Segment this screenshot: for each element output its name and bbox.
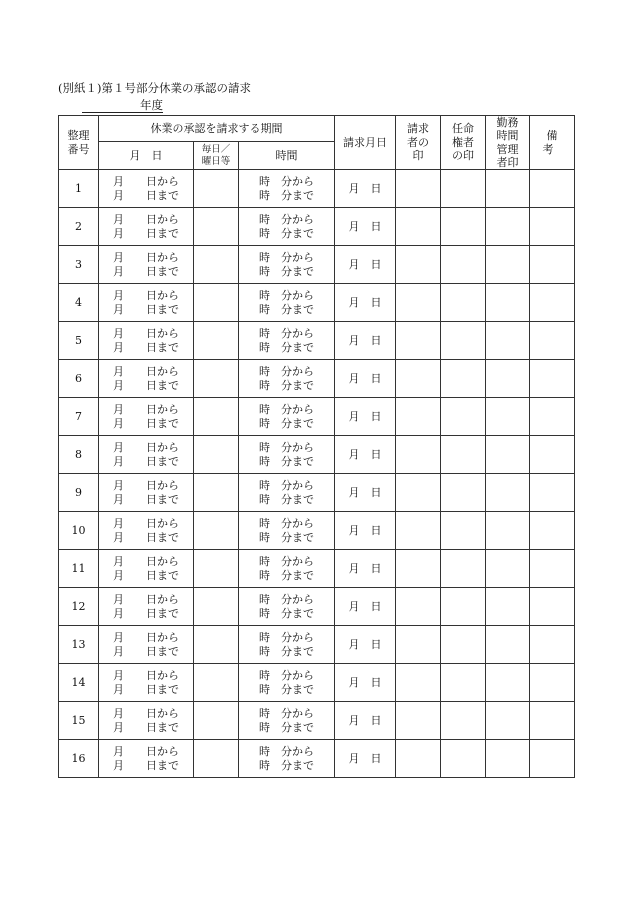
- time-range-cell[interactable]: [239, 588, 335, 626]
- date-range-cell[interactable]: [99, 208, 194, 246]
- request-date-text: 月 日: [348, 523, 382, 537]
- request-date-cell[interactable]: [335, 474, 396, 512]
- time-manager-seal-cell[interactable]: [486, 664, 530, 702]
- time-to-text: 時 分まで: [259, 644, 314, 658]
- time-range-cell[interactable]: [239, 550, 335, 588]
- requester-seal-cell[interactable]: [396, 246, 441, 284]
- time-to-text: 時 分まで: [259, 682, 314, 696]
- date-from-text: 月 日から: [113, 174, 179, 188]
- date-range-cell[interactable]: [99, 474, 194, 512]
- time-manager-seal-cell[interactable]: [486, 702, 530, 740]
- time-manager-seal-cell[interactable]: [486, 512, 530, 550]
- row-number: 9: [59, 474, 99, 512]
- requester-seal-cell[interactable]: [396, 626, 441, 664]
- date-range-cell[interactable]: [99, 664, 194, 702]
- date-to-text: 月 日まで: [113, 530, 179, 544]
- time-from-text: 時 分から: [259, 630, 314, 644]
- time-from-text: 時 分から: [259, 744, 314, 758]
- appointer-seal-cell[interactable]: [441, 246, 486, 284]
- date-to-text: 月 日まで: [113, 454, 179, 468]
- table-row: [59, 626, 575, 664]
- remarks-cell[interactable]: [530, 550, 575, 588]
- weekday-cell[interactable]: [194, 740, 239, 778]
- request-date-cell[interactable]: [335, 322, 396, 360]
- time-from-text: 時 分から: [259, 212, 314, 226]
- time-to-text: 時 分まで: [259, 188, 314, 202]
- appointer-seal-cell[interactable]: [441, 664, 486, 702]
- appointer-seal-cell[interactable]: [441, 626, 486, 664]
- row-number: 16: [59, 740, 99, 778]
- requester-seal-cell[interactable]: [396, 550, 441, 588]
- time-range-cell[interactable]: [239, 626, 335, 664]
- remarks-cell[interactable]: [530, 740, 575, 778]
- appointer-seal-cell[interactable]: [441, 702, 486, 740]
- leave-request-table: [58, 115, 575, 778]
- time-manager-seal-cell[interactable]: [486, 626, 530, 664]
- time-manager-seal-cell[interactable]: [486, 740, 530, 778]
- time-from-text: 時 分から: [259, 592, 314, 606]
- row-number: 15: [59, 702, 99, 740]
- weekday-cell[interactable]: [194, 474, 239, 512]
- time-to-text: 時 分まで: [259, 720, 314, 734]
- time-from-text: 時 分から: [259, 174, 314, 188]
- date-to-text: 月 日まで: [113, 416, 179, 430]
- header-appointer-seal-line2: 権者: [452, 135, 475, 149]
- header-time-manager-seal-line4: 者印: [496, 155, 519, 169]
- remarks-cell[interactable]: [530, 474, 575, 512]
- date-range-cell[interactable]: [99, 740, 194, 778]
- request-date-text: 月 日: [348, 485, 382, 499]
- time-range-cell[interactable]: [239, 284, 335, 322]
- date-from-text: 月 日から: [113, 288, 179, 302]
- request-date-cell[interactable]: [335, 550, 396, 588]
- date-range-cell[interactable]: [99, 284, 194, 322]
- table-row: [59, 550, 575, 588]
- row-number: 8: [59, 436, 99, 474]
- date-from-text: 月 日から: [113, 630, 179, 644]
- row-number: 13: [59, 626, 99, 664]
- date-from-text: 月 日から: [113, 250, 179, 264]
- table-row: [59, 664, 575, 702]
- requester-seal-cell[interactable]: [396, 664, 441, 702]
- request-date-text: 月 日: [348, 295, 382, 309]
- request-date-text: 月 日: [348, 637, 382, 651]
- appointer-seal-cell[interactable]: [441, 360, 486, 398]
- date-to-text: 月 日まで: [113, 606, 179, 620]
- time-from-text: 時 分から: [259, 478, 314, 492]
- weekday-cell[interactable]: [194, 436, 239, 474]
- time-to-text: 時 分まで: [259, 416, 314, 430]
- appointer-seal-cell[interactable]: [441, 284, 486, 322]
- header-appointer-seal-line1: 任命: [452, 121, 475, 135]
- time-from-text: 時 分から: [259, 706, 314, 720]
- header-requester-seal-line3: 印: [412, 149, 424, 163]
- request-date-text: 月 日: [348, 675, 382, 689]
- date-range-cell[interactable]: [99, 360, 194, 398]
- time-range-cell[interactable]: [239, 474, 335, 512]
- time-from-text: 時 分から: [259, 554, 314, 568]
- request-date-cell[interactable]: [335, 284, 396, 322]
- time-manager-seal-cell[interactable]: [486, 246, 530, 284]
- request-date-cell[interactable]: [335, 512, 396, 550]
- header-weekday: [194, 142, 239, 170]
- row-number: 6: [59, 360, 99, 398]
- date-range-cell[interactable]: [99, 322, 194, 360]
- time-manager-seal-cell[interactable]: [486, 588, 530, 626]
- time-to-text: 時 分まで: [259, 530, 314, 544]
- row-number: 7: [59, 398, 99, 436]
- weekday-cell[interactable]: [194, 664, 239, 702]
- table-row: [59, 740, 575, 778]
- weekday-cell[interactable]: [194, 360, 239, 398]
- request-date-cell[interactable]: [335, 436, 396, 474]
- header-request-date: 請求月日: [335, 116, 396, 170]
- date-from-text: 月 日から: [113, 212, 179, 226]
- date-to-text: 月 日まで: [113, 264, 179, 278]
- time-range-cell[interactable]: [239, 664, 335, 702]
- time-manager-seal-cell[interactable]: [486, 398, 530, 436]
- time-range-cell[interactable]: [239, 740, 335, 778]
- date-from-text: 月 日から: [113, 744, 179, 758]
- table-row: [59, 398, 575, 436]
- row-number: 11: [59, 550, 99, 588]
- header-appointer-seal-line3: の印: [452, 149, 475, 163]
- weekday-cell[interactable]: [194, 588, 239, 626]
- request-date-text: 月 日: [348, 181, 382, 195]
- request-date-cell[interactable]: [335, 246, 396, 284]
- appointer-seal-cell[interactable]: [441, 398, 486, 436]
- remarks-cell[interactable]: [530, 626, 575, 664]
- requester-seal-cell[interactable]: [396, 740, 441, 778]
- header-remarks-text: 備 考: [542, 128, 566, 156]
- time-from-text: 時 分から: [259, 288, 314, 302]
- header-time-manager-seal-line1: 勤務: [496, 116, 519, 130]
- requester-seal-cell[interactable]: [396, 322, 441, 360]
- date-to-text: 月 日まで: [113, 568, 179, 582]
- time-from-text: 時 分から: [259, 668, 314, 682]
- header-weekday-line1: 毎日／: [201, 143, 231, 155]
- request-date-text: 月 日: [348, 713, 382, 727]
- request-date-cell[interactable]: [335, 398, 396, 436]
- date-range-cell[interactable]: [99, 588, 194, 626]
- time-to-text: 時 分まで: [259, 264, 314, 278]
- header-period-group: 休業の承認を請求する期間: [99, 116, 335, 142]
- weekday-cell[interactable]: [194, 246, 239, 284]
- time-range-cell[interactable]: [239, 436, 335, 474]
- requester-seal-cell[interactable]: [396, 360, 441, 398]
- header-requester-seal-line1: 請求: [407, 121, 430, 135]
- time-from-text: 時 分から: [259, 516, 314, 530]
- table-body: [59, 170, 575, 778]
- table-row: [59, 360, 575, 398]
- date-to-text: 月 日まで: [113, 644, 179, 658]
- remarks-cell[interactable]: [530, 436, 575, 474]
- date-from-text: 月 日から: [113, 516, 179, 530]
- request-date-text: 月 日: [348, 561, 382, 575]
- date-to-text: 月 日まで: [113, 340, 179, 354]
- date-to-text: 月 日まで: [113, 720, 179, 734]
- date-to-text: 月 日まで: [113, 682, 179, 696]
- time-to-text: 時 分まで: [259, 340, 314, 354]
- date-from-text: 月 日から: [113, 326, 179, 340]
- remarks-cell[interactable]: [530, 512, 575, 550]
- requester-seal-cell[interactable]: [396, 170, 441, 208]
- date-from-text: 月 日から: [113, 706, 179, 720]
- row-number: 14: [59, 664, 99, 702]
- time-manager-seal-cell[interactable]: [486, 322, 530, 360]
- time-to-text: 時 分まで: [259, 226, 314, 240]
- weekday-cell[interactable]: [194, 626, 239, 664]
- request-date-text: 月 日: [348, 219, 382, 233]
- time-to-text: 時 分まで: [259, 568, 314, 582]
- date-range-cell[interactable]: [99, 170, 194, 208]
- date-to-text: 月 日まで: [113, 492, 179, 506]
- remarks-cell[interactable]: [530, 208, 575, 246]
- time-range-cell[interactable]: [239, 246, 335, 284]
- time-manager-seal-cell[interactable]: [486, 550, 530, 588]
- remarks-cell[interactable]: [530, 170, 575, 208]
- appointer-seal-cell[interactable]: [441, 512, 486, 550]
- table-row: [59, 702, 575, 740]
- table-row: [59, 246, 575, 284]
- requester-seal-cell[interactable]: [396, 284, 441, 322]
- time-to-text: 時 分まで: [259, 758, 314, 772]
- table-row: [59, 474, 575, 512]
- time-from-text: 時 分から: [259, 364, 314, 378]
- request-date-cell[interactable]: [335, 664, 396, 702]
- request-date-text: 月 日: [348, 751, 382, 765]
- header-time-manager-seal-line3: 管理: [496, 142, 519, 156]
- table-row: [59, 208, 575, 246]
- date-range-cell[interactable]: [99, 626, 194, 664]
- table-row: [59, 436, 575, 474]
- time-to-text: 時 分まで: [259, 454, 314, 468]
- time-manager-seal-cell[interactable]: [486, 170, 530, 208]
- weekday-cell[interactable]: [194, 512, 239, 550]
- header-time-manager-seal: [486, 116, 530, 170]
- header-number-line1: 整理: [67, 128, 90, 142]
- time-to-text: 時 分まで: [259, 302, 314, 316]
- weekday-cell[interactable]: [194, 702, 239, 740]
- appointer-seal-cell[interactable]: [441, 170, 486, 208]
- date-to-text: 月 日まで: [113, 758, 179, 772]
- header-weekday-line2: 曜日等: [201, 155, 231, 167]
- header-time: 時間: [239, 142, 335, 170]
- time-to-text: 時 分まで: [259, 606, 314, 620]
- request-date-text: 月 日: [348, 257, 382, 271]
- fiscal-year-field[interactable]: [82, 99, 163, 113]
- date-range-cell[interactable]: [99, 550, 194, 588]
- request-date-cell[interactable]: [335, 702, 396, 740]
- request-date-text: 月 日: [348, 599, 382, 613]
- time-manager-seal-cell[interactable]: [486, 474, 530, 512]
- header-time-manager-seal-line2: 時間: [496, 129, 519, 143]
- row-number: 3: [59, 246, 99, 284]
- time-range-cell[interactable]: [239, 702, 335, 740]
- header-requester-seal: [396, 116, 441, 170]
- table-row: [59, 512, 575, 550]
- form-heading: (別紙１)第１号部分休業の承認の請求: [58, 81, 251, 95]
- date-range-cell[interactable]: [99, 436, 194, 474]
- header-requester-seal-line2: 者の: [407, 135, 430, 149]
- remarks-cell[interactable]: [530, 322, 575, 360]
- date-range-cell[interactable]: [99, 398, 194, 436]
- date-to-text: 月 日まで: [113, 226, 179, 240]
- date-from-text: 月 日から: [113, 364, 179, 378]
- requester-seal-cell[interactable]: [396, 512, 441, 550]
- weekday-cell[interactable]: [194, 170, 239, 208]
- request-date-cell[interactable]: [335, 360, 396, 398]
- row-number: 1: [59, 170, 99, 208]
- appointer-seal-cell[interactable]: [441, 208, 486, 246]
- table-row: [59, 284, 575, 322]
- time-range-cell[interactable]: [239, 322, 335, 360]
- header-number-line2: 番号: [67, 142, 90, 156]
- request-date-text: 月 日: [348, 371, 382, 385]
- date-from-text: 月 日から: [113, 478, 179, 492]
- row-number: 4: [59, 284, 99, 322]
- remarks-cell[interactable]: [530, 284, 575, 322]
- date-range-cell[interactable]: [99, 702, 194, 740]
- row-number: 2: [59, 208, 99, 246]
- requester-seal-cell[interactable]: [396, 702, 441, 740]
- header-appointer-seal: [441, 116, 486, 170]
- date-from-text: 月 日から: [113, 554, 179, 568]
- time-from-text: 時 分から: [259, 402, 314, 416]
- request-date-text: 月 日: [348, 409, 382, 423]
- time-manager-seal-cell[interactable]: [486, 208, 530, 246]
- header-remarks: [530, 116, 575, 170]
- time-to-text: 時 分まで: [259, 378, 314, 392]
- weekday-cell[interactable]: [194, 284, 239, 322]
- time-manager-seal-cell[interactable]: [486, 436, 530, 474]
- date-from-text: 月 日から: [113, 592, 179, 606]
- weekday-cell[interactable]: [194, 322, 239, 360]
- appointer-seal-cell[interactable]: [441, 550, 486, 588]
- time-range-cell[interactable]: [239, 208, 335, 246]
- header-date: 月 日: [99, 142, 194, 170]
- request-date-cell[interactable]: [335, 170, 396, 208]
- time-from-text: 時 分から: [259, 250, 314, 264]
- date-range-cell[interactable]: [99, 246, 194, 284]
- date-to-text: 月 日まで: [113, 378, 179, 392]
- date-from-text: 月 日から: [113, 440, 179, 454]
- time-from-text: 時 分から: [259, 440, 314, 454]
- request-date-cell[interactable]: [335, 626, 396, 664]
- weekday-cell[interactable]: [194, 208, 239, 246]
- header-number: [59, 116, 99, 170]
- table-row: [59, 170, 575, 208]
- date-to-text: 月 日まで: [113, 188, 179, 202]
- remarks-cell[interactable]: [530, 588, 575, 626]
- appointer-seal-cell[interactable]: [441, 322, 486, 360]
- fiscal-year-label: 年度: [140, 98, 163, 112]
- requester-seal-cell[interactable]: [396, 208, 441, 246]
- row-number: 12: [59, 588, 99, 626]
- date-from-text: 月 日から: [113, 668, 179, 682]
- request-date-cell[interactable]: [335, 740, 396, 778]
- requester-seal-cell[interactable]: [396, 474, 441, 512]
- time-from-text: 時 分から: [259, 326, 314, 340]
- table-row: [59, 322, 575, 360]
- weekday-cell[interactable]: [194, 550, 239, 588]
- remarks-cell[interactable]: [530, 702, 575, 740]
- time-manager-seal-cell[interactable]: [486, 360, 530, 398]
- date-range-cell[interactable]: [99, 512, 194, 550]
- row-number: 10: [59, 512, 99, 550]
- appointer-seal-cell[interactable]: [441, 588, 486, 626]
- date-from-text: 月 日から: [113, 402, 179, 416]
- request-date-cell[interactable]: [335, 588, 396, 626]
- row-number: 5: [59, 322, 99, 360]
- time-range-cell[interactable]: [239, 398, 335, 436]
- remarks-cell[interactable]: [530, 664, 575, 702]
- request-date-text: 月 日: [348, 333, 382, 347]
- requester-seal-cell[interactable]: [396, 588, 441, 626]
- requester-seal-cell[interactable]: [396, 398, 441, 436]
- table-row: [59, 588, 575, 626]
- remarks-cell[interactable]: [530, 398, 575, 436]
- request-date-cell[interactable]: [335, 208, 396, 246]
- remarks-cell[interactable]: [530, 246, 575, 284]
- remarks-cell[interactable]: [530, 360, 575, 398]
- time-manager-seal-cell[interactable]: [486, 284, 530, 322]
- request-date-text: 月 日: [348, 447, 382, 461]
- requester-seal-cell[interactable]: [396, 436, 441, 474]
- appointer-seal-cell[interactable]: [441, 436, 486, 474]
- weekday-cell[interactable]: [194, 398, 239, 436]
- time-range-cell[interactable]: [239, 170, 335, 208]
- time-range-cell[interactable]: [239, 360, 335, 398]
- time-to-text: 時 分まで: [259, 492, 314, 506]
- appointer-seal-cell[interactable]: [441, 740, 486, 778]
- date-to-text: 月 日まで: [113, 302, 179, 316]
- appointer-seal-cell[interactable]: [441, 474, 486, 512]
- time-range-cell[interactable]: [239, 512, 335, 550]
